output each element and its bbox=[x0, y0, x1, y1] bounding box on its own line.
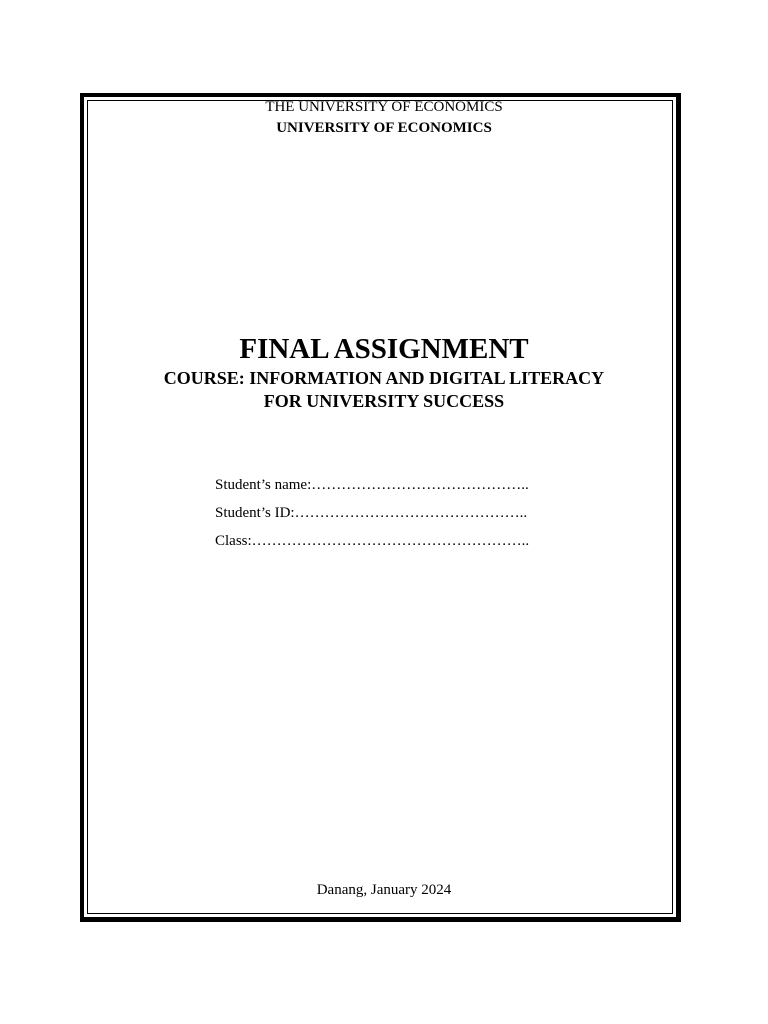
student-id-field: Student’s ID:……………………………………….. bbox=[215, 505, 528, 521]
student-name-field: Student’s name:…………………………………….. bbox=[215, 477, 529, 493]
course-title-line-2: FOR UNIVERSITY SUCCESS bbox=[263, 391, 505, 411]
document-title: FINAL ASSIGNMENT bbox=[239, 333, 529, 365]
course-title-line-1: COURSE: INFORMATION AND DIGITAL LITERACY bbox=[163, 368, 605, 388]
university-name-line-2: UNIVERSITY OF ECONOMICS bbox=[276, 120, 492, 136]
place-date: Danang, January 2024 bbox=[316, 882, 452, 898]
class-field: Class:……………………………………………….. bbox=[215, 533, 530, 549]
university-name-line-1: THE UNIVERSITY OF ECONOMICS bbox=[265, 99, 503, 115]
